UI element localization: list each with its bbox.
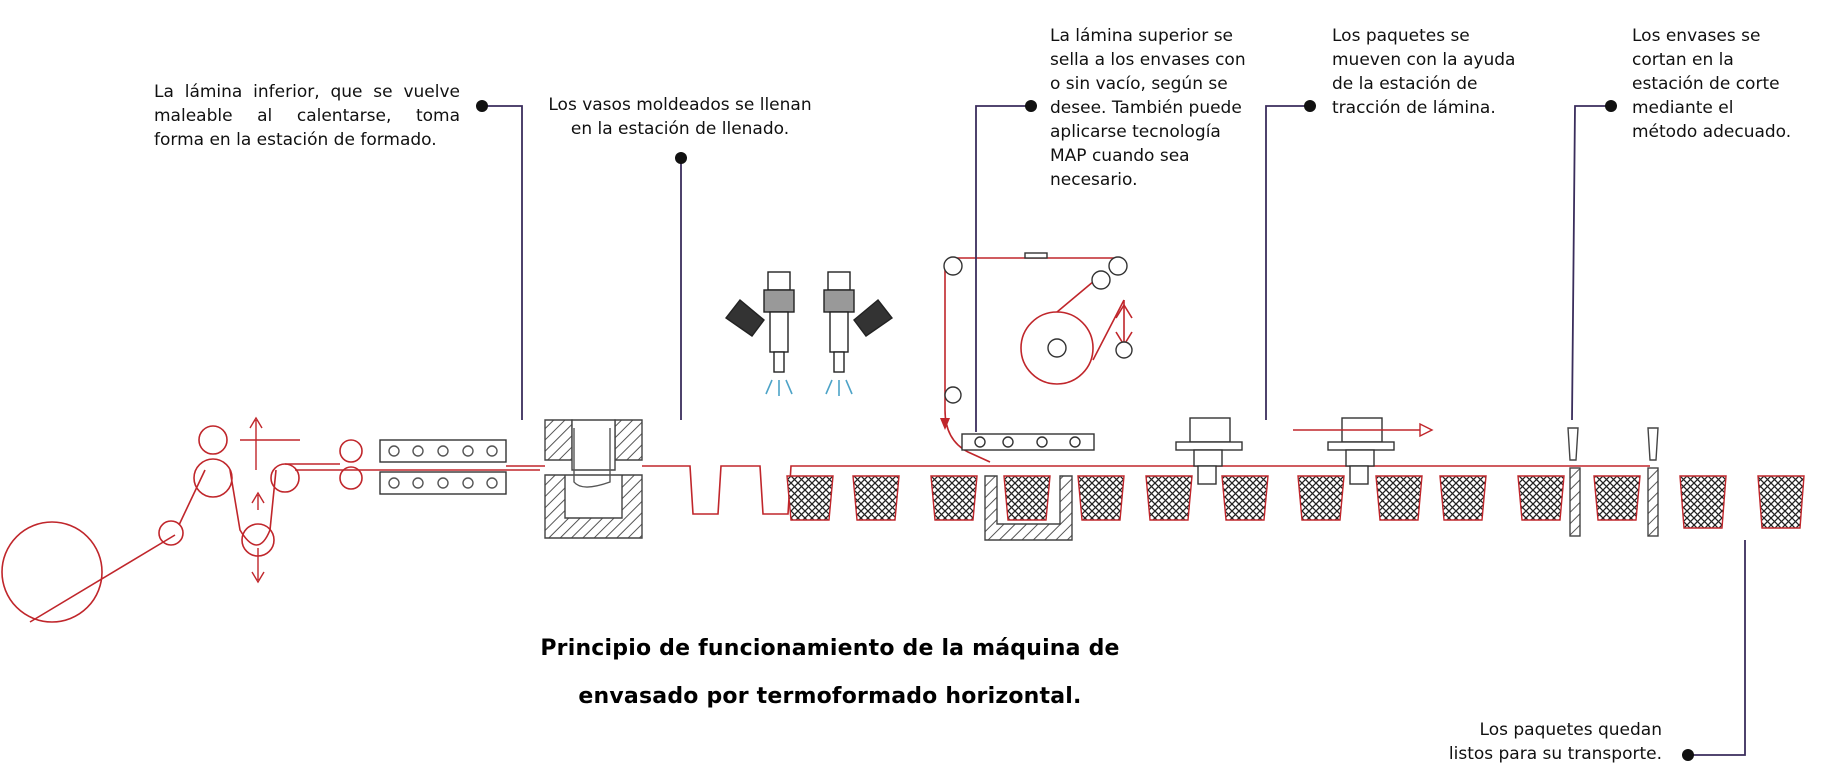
caption-cutting: [1632, 24, 1812, 144]
caption-cutting-line: estación de corte: [1632, 74, 1780, 94]
caption-filling-line: en la estación de llenado.: [570, 119, 790, 139]
caption-forming-line: La lámina inferior, que se vuelve: [154, 82, 460, 102]
preheat-station: [380, 440, 506, 494]
caption-traction-line: tracción de lámina.: [1332, 98, 1496, 118]
caption-transport-line: listos para su transporte.: [1448, 744, 1662, 764]
caption-forming-line: forma en la estación de formado.: [154, 130, 437, 150]
caption-cutting-line: mediante el: [1632, 98, 1734, 118]
caption-sealing-line: aplicarse tecnología: [1050, 122, 1221, 142]
caption-traction-line: mueven con la ayuda: [1332, 50, 1516, 70]
caption-cutting-line: Los envases se: [1632, 26, 1761, 46]
caption-sealing-line: sella a los envases con: [1050, 50, 1246, 70]
caption-sealing-line: desee. También puede: [1050, 98, 1242, 118]
caption-forming-line: maleable al calentarse, toma: [154, 106, 460, 126]
traction-station: [1176, 418, 1432, 484]
film-roll: [2, 522, 102, 622]
caption-traction: [1332, 24, 1532, 120]
caption-cutting-line: método adecuado.: [1632, 122, 1792, 142]
forming-station: [545, 420, 642, 538]
caption-transport-line: Los paquetes quedan: [1479, 720, 1662, 740]
caption-sealing-line: o sin vacío, según se: [1050, 74, 1228, 94]
caption-traction-line: de la estación de: [1332, 74, 1478, 94]
diagram-title-line-1: Principio de funcionamiento de la máquina de: [540, 636, 1120, 661]
caption-forming: [154, 80, 460, 152]
caption-sealing-line: necesario.: [1050, 170, 1138, 190]
leader-dots: [476, 100, 1694, 761]
caption-filling: [538, 93, 822, 141]
caption-transport: [1400, 718, 1662, 766]
caption-sealing: [1050, 24, 1260, 192]
diagram-title-line-2: envasado por termoformado horizontal.: [578, 684, 1082, 709]
caption-traction-line: Los paquetes se: [1332, 26, 1470, 46]
caption-cutting-line: cortan en la: [1632, 50, 1734, 70]
caption-sealing-line: La lámina superior se: [1050, 26, 1234, 46]
caption-sealing-line: MAP cuando sea: [1050, 146, 1190, 166]
filling-nozzles: [726, 272, 892, 396]
caption-filling-line: Los vasos moldeados se llenan: [548, 95, 812, 115]
